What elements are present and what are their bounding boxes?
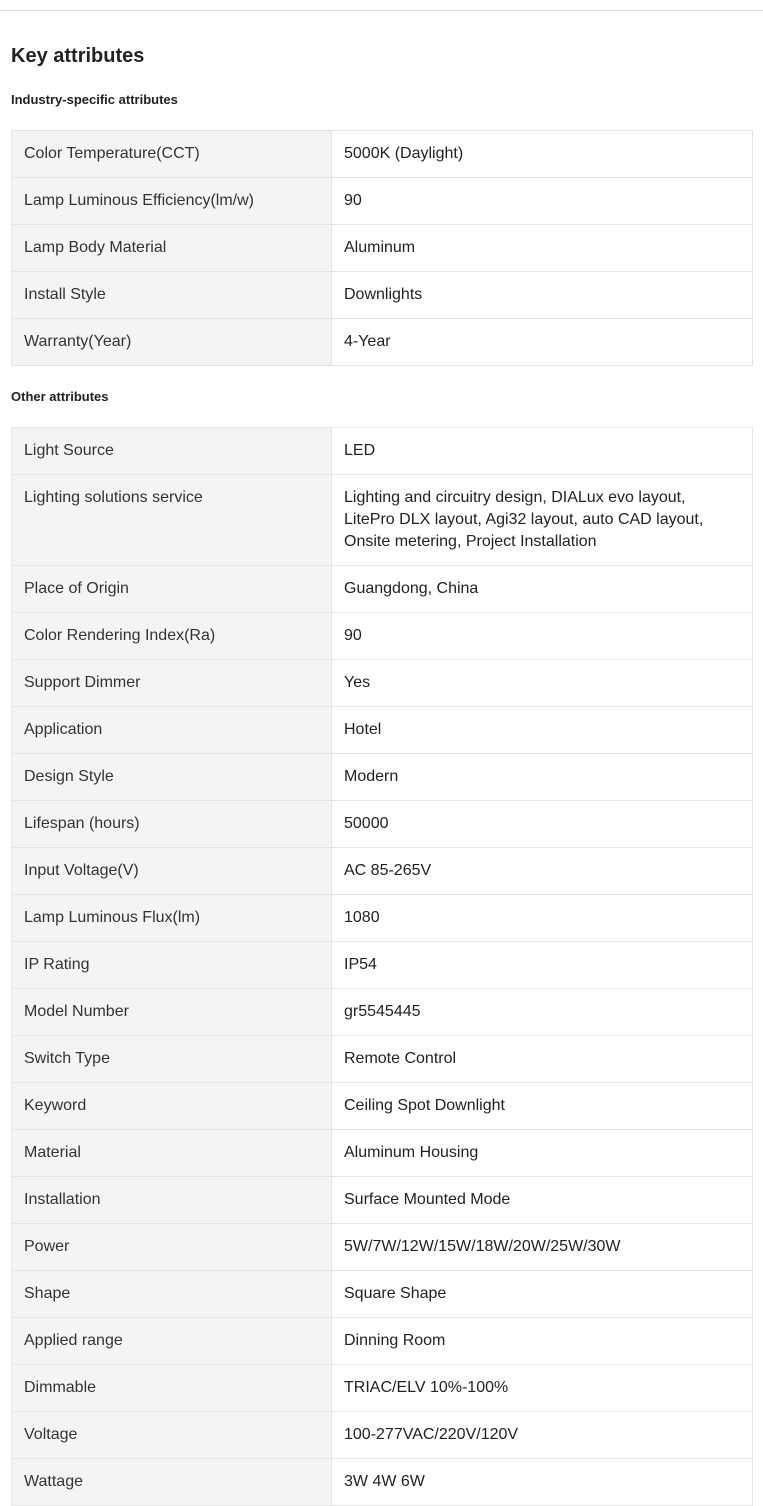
attribute-value: LED xyxy=(332,428,753,475)
table-row xyxy=(12,848,753,895)
attribute-value: 50000 xyxy=(332,801,753,848)
table-row xyxy=(12,272,753,319)
table-row xyxy=(12,1271,753,1318)
attribute-value: Remote Control xyxy=(332,1036,753,1083)
attribute-name: Input Voltage(V) xyxy=(12,848,332,895)
attribute-name: Wattage xyxy=(12,1459,332,1506)
attribute-name: Switch Type xyxy=(12,1036,332,1083)
attribute-name: Applied range xyxy=(12,1318,332,1365)
attribute-name: Keyword xyxy=(12,1083,332,1130)
table-row xyxy=(12,225,753,272)
attribute-value: 100-277VAC/220V/120V xyxy=(332,1412,753,1459)
attribute-value: 90 xyxy=(332,613,753,660)
table-row xyxy=(12,707,753,754)
attribute-name: Model Number xyxy=(12,989,332,1036)
page-title: Key attributes xyxy=(11,45,145,67)
table-row xyxy=(12,1130,753,1177)
attribute-value: Hotel xyxy=(332,707,753,754)
attribute-value: Yes xyxy=(332,660,753,707)
attribute-value: 1080 xyxy=(332,895,753,942)
attribute-value: 90 xyxy=(332,178,753,225)
attribute-name: Color Temperature(CCT) xyxy=(12,131,332,178)
table-row xyxy=(12,754,753,801)
attribute-name: Dimmable xyxy=(12,1365,332,1412)
top-divider xyxy=(0,10,763,11)
attribute-name: Material xyxy=(12,1130,332,1177)
attribute-name: Power xyxy=(12,1224,332,1271)
attribute-name: Design Style xyxy=(12,754,332,801)
attribute-name: Support Dimmer xyxy=(12,660,332,707)
table-row xyxy=(12,613,753,660)
table-row xyxy=(12,1177,753,1224)
attribute-value: Square Shape xyxy=(332,1271,753,1318)
attribute-value: Modern xyxy=(332,754,753,801)
attribute-name: IP Rating xyxy=(12,942,332,989)
industry-attributes-table xyxy=(11,130,753,366)
attribute-name: Lamp Luminous Flux(lm) xyxy=(12,895,332,942)
attribute-value: gr5545445 xyxy=(332,989,753,1036)
attribute-name: Lamp Body Material xyxy=(12,225,332,272)
table-row xyxy=(12,1036,753,1083)
table-row xyxy=(12,1224,753,1271)
attribute-name: Installation xyxy=(12,1177,332,1224)
attribute-value: 3W 4W 6W xyxy=(332,1459,753,1506)
attribute-name: Lamp Luminous Efficiency(lm/w) xyxy=(12,178,332,225)
attribute-value: 4-Year xyxy=(332,319,753,366)
table-row xyxy=(12,801,753,848)
attribute-name: Color Rendering Index(Ra) xyxy=(12,613,332,660)
table-row xyxy=(12,428,753,475)
industry-section-title: Industry-specific attributes xyxy=(11,92,178,107)
attribute-value: Aluminum xyxy=(332,225,753,272)
attribute-value: Surface Mounted Mode xyxy=(332,1177,753,1224)
attribute-name: Place of Origin xyxy=(12,566,332,613)
attribute-name: Install Style xyxy=(12,272,332,319)
attribute-name: Shape xyxy=(12,1271,332,1318)
table-row xyxy=(12,475,753,566)
table-row xyxy=(12,1318,753,1365)
table-row xyxy=(12,131,753,178)
attribute-value: 5000K (Daylight) xyxy=(332,131,753,178)
attribute-value: 5W/7W/12W/15W/18W/20W/25W/30W xyxy=(332,1224,753,1271)
table-row xyxy=(12,660,753,707)
attribute-name: Lighting solutions service xyxy=(12,475,332,566)
table-row xyxy=(12,1365,753,1412)
table-row xyxy=(12,178,753,225)
table-row xyxy=(12,1459,753,1506)
attribute-value: AC 85-265V xyxy=(332,848,753,895)
table-row xyxy=(12,1083,753,1130)
attribute-value: Lighting and circuitry design, DIALux evo layout, LitePro DLX layout, Agi32 layout, auto CAD layout, Onsite metering, Project Installation xyxy=(332,475,753,566)
attribute-name: Warranty(Year) xyxy=(12,319,332,366)
table-row xyxy=(12,989,753,1036)
attribute-name: Lifespan (hours) xyxy=(12,801,332,848)
attribute-name: Application xyxy=(12,707,332,754)
attribute-value: Downlights xyxy=(332,272,753,319)
attribute-value: TRIAC/ELV 10%-100% xyxy=(332,1365,753,1412)
table-row xyxy=(12,942,753,989)
attribute-value: Aluminum Housing xyxy=(332,1130,753,1177)
attribute-name: Light Source xyxy=(12,428,332,475)
table-row xyxy=(12,1412,753,1459)
attribute-value: Ceiling Spot Downlight xyxy=(332,1083,753,1130)
attribute-value: IP54 xyxy=(332,942,753,989)
table-row xyxy=(12,895,753,942)
table-row xyxy=(12,319,753,366)
table-row xyxy=(12,566,753,613)
other-section-title: Other attributes xyxy=(11,389,109,404)
other-attributes-table xyxy=(11,427,753,1506)
attribute-name: Voltage xyxy=(12,1412,332,1459)
attribute-value: Guangdong, China xyxy=(332,566,753,613)
attribute-value: Dinning Room xyxy=(332,1318,753,1365)
